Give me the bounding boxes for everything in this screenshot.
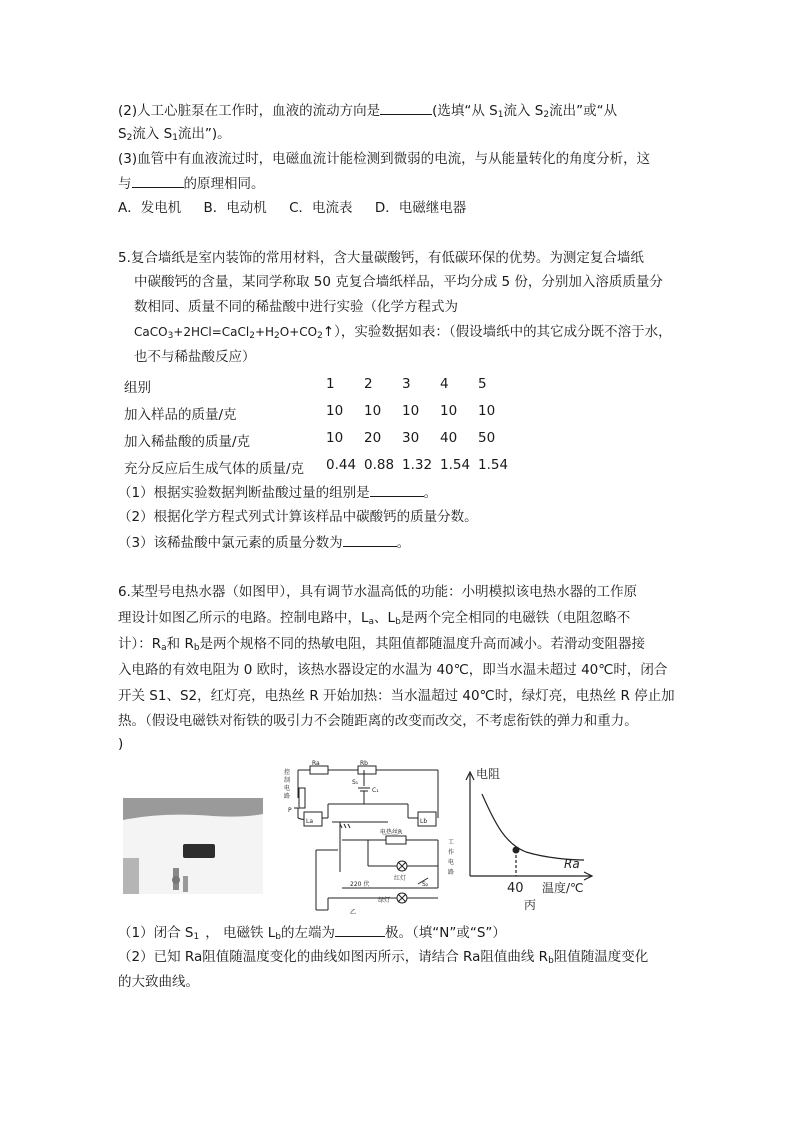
figure-bing-caption: 丙: [524, 898, 537, 912]
curve-label-ra: Ra: [564, 857, 580, 871]
option-a[interactable]: A．发电机: [118, 200, 182, 216]
water-heater-photo: [123, 798, 263, 894]
label-lb: Lb: [420, 818, 428, 825]
label-ra: Ra: [312, 760, 320, 767]
circuit-diagram-yi: [268, 760, 468, 916]
svg-text:电: 电: [448, 859, 455, 866]
svg-text:作: 作: [448, 849, 455, 856]
figure-yi-caption: 乙: [350, 909, 357, 916]
label-green-lamp: 绿灯: [378, 897, 391, 904]
q4-part3-line1: (3)血管中有血液流过时，电磁血流计能检测到微弱的电流，与从能量转化的角度分析，这: [118, 151, 651, 167]
q6-stem-line5: 开关 S1、S2，红灯亮，电热丝 R 开始加热：当水温超过 40℃时，绿灯亮，电热丝 R 停止加: [118, 688, 675, 704]
answer-blank[interactable]: [335, 922, 385, 937]
label-red-lamp: 红灯: [394, 875, 407, 882]
answer-blank[interactable]: [380, 100, 432, 115]
q5-sub3: （3）该稀盐酸中氯元素的质量分数为 。: [118, 532, 410, 553]
svg-text:电: 电: [284, 785, 291, 792]
label-s2: S₂: [422, 881, 429, 888]
option-d[interactable]: D．电磁继电器: [374, 200, 467, 216]
q6-stem-line4: 入电路的有效电阻为 0 欧时，该热水器设定的水温为 40℃，即当水温未超过 40℃时，闭合: [118, 662, 668, 678]
q6-sub2-line1: （2）已知 Ra阻值随温度变化的曲线如图丙所示，请结合 Ra阻值曲线 $R_b$阻值随温度变化: [118, 949, 649, 966]
resistance-temperature-graph-bing: [460, 764, 610, 914]
q6-stem-line3: 计）：$R_a$和 $R_b$是两个规格不同的热敏电阻，其阻值都随温度升高而减小。若滑动变阻器接: [118, 636, 646, 653]
label-c1: C₁: [372, 787, 379, 794]
q5-stem-line2: 中碳酸钙的含量，某同学称取 50 克复合墙纸样品，平均分成 5 份，分别加入溶质质量分: [134, 274, 663, 290]
q4-options: [118, 198, 466, 218]
q6-stem-line1: 6.某型号电热水器（如图甲），具有调节水温高低的功能：小明模拟该电热水器的工作原: [118, 584, 638, 600]
q6-stem-line6: 热。（假设电磁铁对衔铁的吸引力不会随距离的改变而改交，不考虑衔铁的弹力和重力。: [118, 713, 638, 729]
q5-stem-line5: 也不与稀盐酸反应）: [134, 349, 256, 365]
q5-sub1: （1）根据实验数据判断盐酸过量的组别是 。: [118, 482, 437, 503]
svg-text:路: 路: [284, 793, 291, 800]
q4-part3-line2: 与 的原理相同。: [118, 173, 265, 194]
graph-y-label: 电阻: [476, 767, 501, 781]
q6-sub2-line2: 的大致曲线。: [118, 974, 199, 990]
option-c[interactable]: C．电流表: [289, 200, 353, 216]
label-p: P: [288, 807, 292, 814]
q5-equation-line: $CaCO_3+2HCl=CaCl_2+H_2O+CO_2↑$），实验数据如表：（假设墙纸中的其它成分既不溶于水，: [134, 324, 672, 341]
svg-text:制: 制: [284, 777, 291, 784]
q6-stem-line7: ): [118, 736, 124, 752]
label-heater: 电热丝R: [380, 829, 403, 836]
answer-blank[interactable]: [343, 532, 397, 547]
option-b[interactable]: B．电动机: [203, 200, 267, 216]
q5-sub2: （2）根据化学方程式列式计算该样品中碳酸钙的质量分数。: [118, 509, 478, 525]
q5-stem-line3: 数相同、质量不同的稀盐酸中进行实验（化学方程式为: [134, 299, 458, 315]
label-220v: 220 伏: [350, 881, 370, 888]
svg-text:控: 控: [284, 769, 291, 776]
q6-sub1: （1）闭合 $S_1$ ， 电磁铁 $L_b$的左端为 极。（填“N”或“S”）: [118, 922, 506, 947]
answer-blank[interactable]: [132, 173, 184, 188]
label-rb: Rb: [360, 760, 368, 767]
x-tick-40: 40: [507, 881, 524, 896]
svg-text:路: 路: [448, 869, 455, 876]
graph-point-40: [513, 847, 520, 854]
q6-stem-line2: 理设计如图乙所示的电路。控制电路中，$L_a$、$L_b$是两个完全相同的电磁铁（电阻忽略不: [118, 610, 631, 627]
label-s1: S₁: [352, 779, 359, 786]
graph-x-label: 温度/℃: [542, 881, 584, 895]
q4-part2-line1: (2)人工心脏泵在工作时，血液的流动方向是 (选填“从 $S_1$流入 $S_2$流出”或“从: [118, 100, 617, 125]
label-la: La: [306, 818, 314, 825]
svg-text:工: 工: [448, 839, 455, 846]
q4-part2-line2: $S_2$流入 $S_1$流出”)。: [118, 126, 231, 143]
q5-stem-line1: 5.复合墙纸是室内装饰的常用材料，含大量碳酸钙，有低碳环保的优势。为测定复合墙纸: [118, 250, 644, 266]
answer-blank[interactable]: [370, 482, 424, 497]
